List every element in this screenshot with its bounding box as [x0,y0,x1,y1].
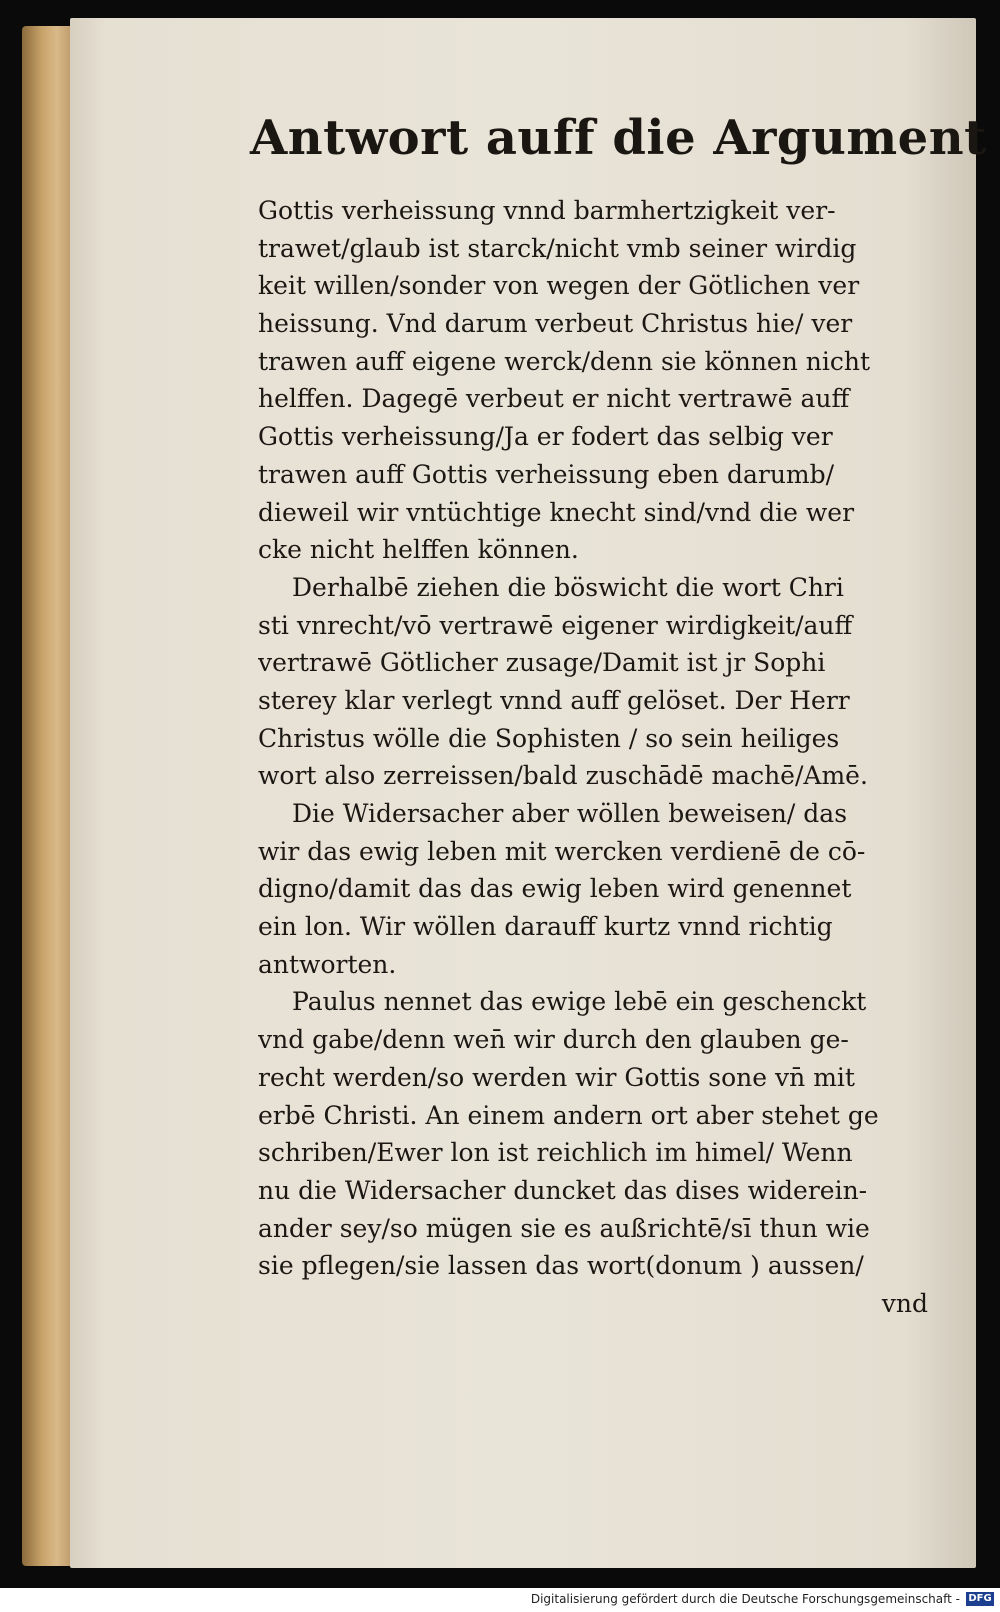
text-line: sterey klar verlegt vnnd auff gelöset. Der Herr [258,685,850,715]
text-line: Christus wölle die Sophisten / so sein heiliges [258,723,840,753]
text-line: sie pflegen/sie lassen das wort(donum ) aussen/ [258,1251,864,1281]
text-line: heissung. Vnd darum verbeut Christus hie/ ver [258,309,853,339]
text-line: Derhalbē ziehen die böswicht die wort Chri [292,572,844,602]
text-line: erbē Christi. An einem andern ort aber stehet ge [258,1100,879,1130]
text-line: vnd gabe/denn wen̄ wir durch den glauben ge- [258,1025,849,1055]
dfg-logo: DFG [966,1592,994,1606]
text-line: trawet/glaub ist starck/nicht vmb seiner wirdig [258,233,857,263]
text-line: vertrawē Götlicher zusage/Damit ist jr Sophi [258,648,826,678]
text-line: antworten. [258,949,397,979]
text-line: Die Widersacher aber wöllen beweisen/ das [292,799,848,828]
text-line: helffen. Dagegē verbeut er nicht vertrawē auff [258,384,850,414]
footer-bar [0,1588,1000,1612]
text-line: recht werden/so werden wir Gottis sone vn̄ mit [258,1062,855,1092]
text-line: wort also zerreissen/bald zuschādē machē/Amē. [258,761,868,791]
catchword: vnd [881,1288,928,1318]
text-line: wir das ewig leben mit wercken verdienē de cō- [258,836,866,866]
text-line: schriben/Ewer lon ist reichlich im himel/ Wenn [258,1138,853,1168]
text-line: dieweil wir vntüchtige knecht sind/vnd die wer [258,497,855,527]
text-line: trawen auff Gottis verheissung eben darumb/ [258,459,835,489]
running-head: Antwort auff die Argument [250,110,987,166]
text-line: keit willen/sonder von wegen der Götlichen ver [258,271,860,301]
text-line: nu die Widersacher duncket das dises widerein- [258,1175,868,1205]
text-line: digno/damit das das ewig leben wird genennet [258,874,852,904]
text-line: Gottis verheissung vnnd barmhertzigkeit ver- [258,196,836,225]
text-line: trawen auff eigene werck/denn sie können nicht [258,346,871,376]
text-line: Paulus nennet das ewige lebē ein geschenckt [292,987,867,1017]
text-line: ander sey/so mügen sie es außrichtē/sī thun wie [258,1213,870,1243]
text-line: Gottis verheissung/Ja er fodert das selbig ver [258,422,833,452]
text-line: sti vnrecht/vō vertrawē eigener wirdigkeit/auff [258,610,853,640]
text-line: ein lon. Wir wöllen darauff kurtz vnnd richtig [258,912,833,942]
text-line: cke nicht helffen können. [258,535,579,565]
text-block [258,192,938,1323]
footer-credit: Digitalisierung gefördert durch die Deutsche Forschungsgemeinschaft - [530,1592,960,1606]
